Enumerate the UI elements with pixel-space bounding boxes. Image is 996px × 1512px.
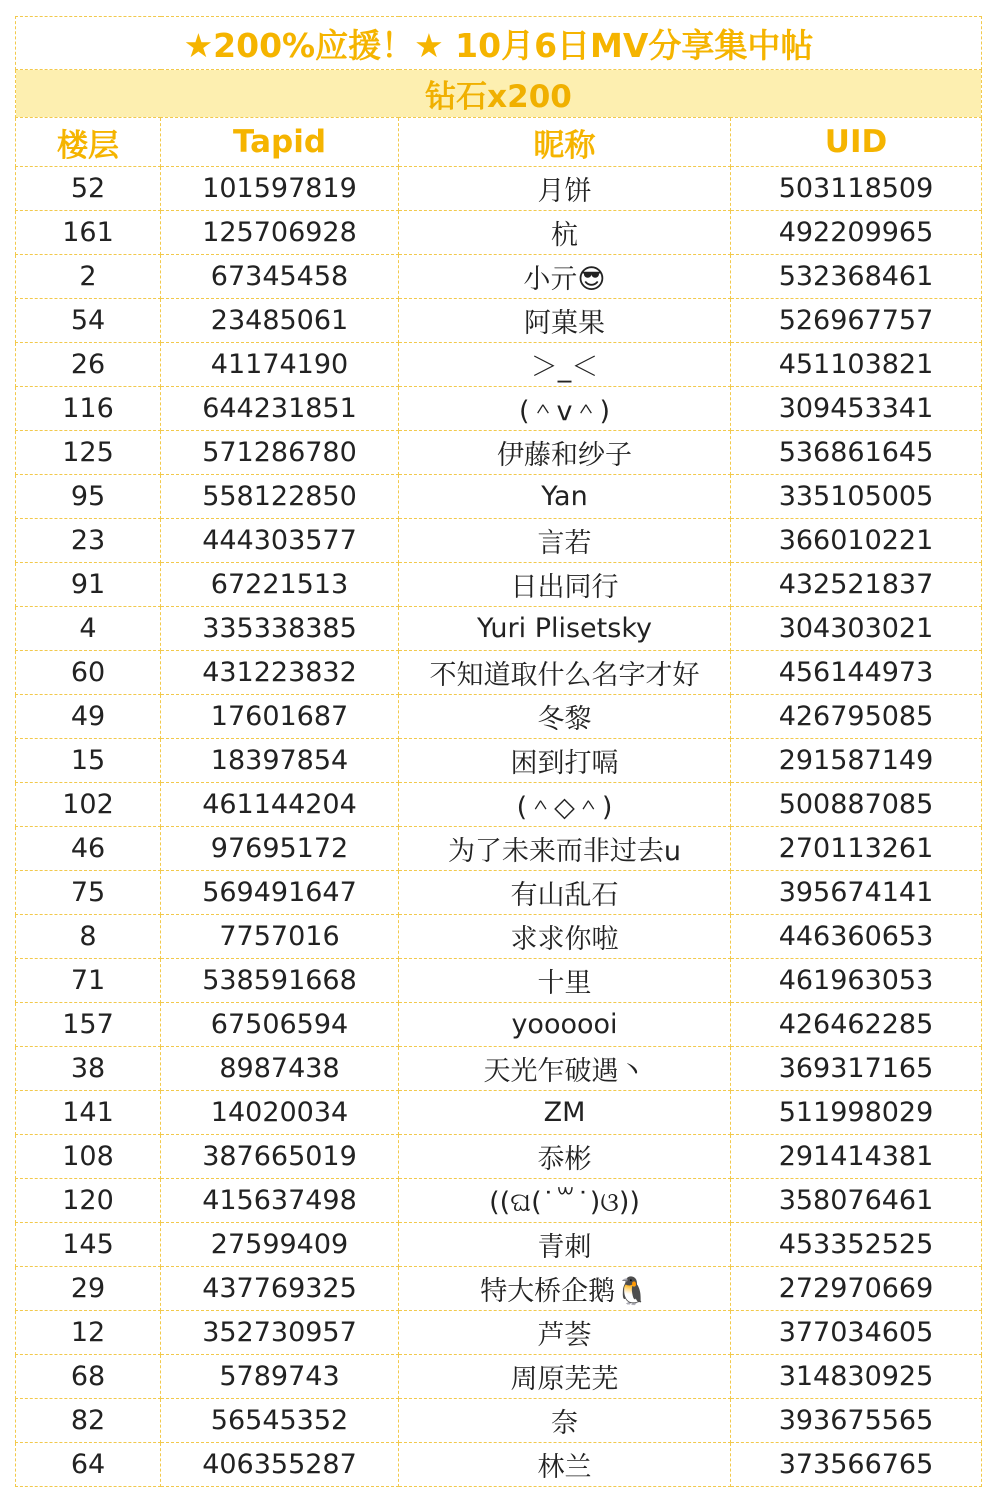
share-table [15, 16, 982, 1487]
uid-cell: 373566765 [731, 1443, 982, 1487]
nickname-cell: 十里 [399, 959, 731, 1003]
uid-cell: 446360653 [731, 915, 982, 959]
nickname-cell: yoooooi [399, 1003, 731, 1047]
floor-cell: 26 [16, 343, 161, 387]
uid-cell: 304303021 [731, 607, 982, 651]
tapid-cell: 18397854 [161, 739, 399, 783]
nickname-cell: 日出同行 [399, 563, 731, 607]
floor-cell: 71 [16, 959, 161, 1003]
nickname-cell: 忝彬 [399, 1135, 731, 1179]
table-row [16, 475, 982, 519]
floor-cell: 161 [16, 211, 161, 255]
table-row [16, 431, 982, 475]
tapid-cell: 125706928 [161, 211, 399, 255]
table-row [16, 1091, 982, 1135]
nickname-cell: 周原芜芜 [399, 1355, 731, 1399]
nickname-cell: 困到打嗝 [399, 739, 731, 783]
nickname-cell: Yuri Plisetsky [399, 607, 731, 651]
uid-cell: 395674141 [731, 871, 982, 915]
floor-cell: 116 [16, 387, 161, 431]
table-row [16, 783, 982, 827]
floor-cell: 60 [16, 651, 161, 695]
tapid-cell: 437769325 [161, 1267, 399, 1311]
nickname-cell: 特大桥企鹅🐧 [399, 1267, 731, 1311]
table-row [16, 211, 982, 255]
uid-cell: 358076461 [731, 1179, 982, 1223]
table-row [16, 1047, 982, 1091]
table-row [16, 343, 982, 387]
tapid-cell: 335338385 [161, 607, 399, 651]
uid-cell: 453352525 [731, 1223, 982, 1267]
nickname-cell: 小亓😎 [399, 255, 731, 299]
table-row [16, 1399, 982, 1443]
nickname-cell: 为了未来而非过去u [399, 827, 731, 871]
header-nickname: 昵称 [399, 118, 731, 167]
nickname-cell: 芦荟 [399, 1311, 731, 1355]
uid-cell: 461963053 [731, 959, 982, 1003]
tapid-cell: 67221513 [161, 563, 399, 607]
uid-cell: 511998029 [731, 1091, 982, 1135]
tapid-cell: 67345458 [161, 255, 399, 299]
nickname-cell: 冬黎 [399, 695, 731, 739]
table-row [16, 563, 982, 607]
header-uid: UID [731, 118, 982, 167]
tapid-cell: 644231851 [161, 387, 399, 431]
uid-cell: 536861645 [731, 431, 982, 475]
uid-cell: 451103821 [731, 343, 982, 387]
nickname-cell: 求求你啦 [399, 915, 731, 959]
uid-cell: 270113261 [731, 827, 982, 871]
floor-cell: 75 [16, 871, 161, 915]
table-row [16, 959, 982, 1003]
tapid-cell: 41174190 [161, 343, 399, 387]
uid-cell: 500887085 [731, 783, 982, 827]
floor-cell: 52 [16, 167, 161, 211]
tapid-cell: 569491647 [161, 871, 399, 915]
tapid-cell: 14020034 [161, 1091, 399, 1135]
floor-cell: 91 [16, 563, 161, 607]
tapid-cell: 67506594 [161, 1003, 399, 1047]
uid-cell: 503118509 [731, 167, 982, 211]
header-floor: 楼层 [16, 118, 161, 167]
nickname-cell: 林兰 [399, 1443, 731, 1487]
table-row [16, 299, 982, 343]
floor-cell: 68 [16, 1355, 161, 1399]
tapid-cell: 27599409 [161, 1223, 399, 1267]
floor-cell: 108 [16, 1135, 161, 1179]
uid-cell: 532368461 [731, 255, 982, 299]
nickname-cell: 奈 [399, 1399, 731, 1443]
table-row [16, 1003, 982, 1047]
floor-cell: 29 [16, 1267, 161, 1311]
table-row [16, 1267, 982, 1311]
uid-cell: 426462285 [731, 1003, 982, 1047]
tapid-cell: 352730957 [161, 1311, 399, 1355]
tapid-cell: 101597819 [161, 167, 399, 211]
floor-cell: 4 [16, 607, 161, 651]
nickname-cell: ＞_＜ [399, 343, 731, 387]
tapid-cell: 538591668 [161, 959, 399, 1003]
table-row [16, 1355, 982, 1399]
floor-cell: 49 [16, 695, 161, 739]
floor-cell: 125 [16, 431, 161, 475]
nickname-cell: 阿菓果 [399, 299, 731, 343]
uid-cell: 272970669 [731, 1267, 982, 1311]
floor-cell: 12 [16, 1311, 161, 1355]
header-tapid: Tapid [161, 118, 399, 167]
floor-cell: 145 [16, 1223, 161, 1267]
floor-cell: 95 [16, 475, 161, 519]
floor-cell: 82 [16, 1399, 161, 1443]
table-row [16, 695, 982, 739]
nickname-cell: 言若 [399, 519, 731, 563]
nickname-cell: 有山乱石 [399, 871, 731, 915]
floor-cell: 54 [16, 299, 161, 343]
nickname-cell: 月饼 [399, 167, 731, 211]
floor-cell: 157 [16, 1003, 161, 1047]
floor-cell: 141 [16, 1091, 161, 1135]
uid-cell: 526967757 [731, 299, 982, 343]
header-row [16, 118, 982, 167]
tapid-cell: 444303577 [161, 519, 399, 563]
tapid-cell: 56545352 [161, 1399, 399, 1443]
tapid-cell: 97695172 [161, 827, 399, 871]
tapid-cell: 8987438 [161, 1047, 399, 1091]
table-row [16, 1443, 982, 1487]
tapid-cell: 23485061 [161, 299, 399, 343]
nickname-cell: (＾v＾) [399, 387, 731, 431]
tapid-cell: 431223832 [161, 651, 399, 695]
nickname-cell: ((ଘ(˙꒳˙)ଓ)) [399, 1179, 731, 1223]
table-title: ★200%应援！★ 10月6日MV分享集中帖 [16, 17, 982, 70]
tapid-cell: 571286780 [161, 431, 399, 475]
nickname-cell: ZM [399, 1091, 731, 1135]
floor-cell: 120 [16, 1179, 161, 1223]
tapid-cell: 387665019 [161, 1135, 399, 1179]
floor-cell: 15 [16, 739, 161, 783]
tapid-cell: 406355287 [161, 1443, 399, 1487]
floor-cell: 2 [16, 255, 161, 299]
table-row [16, 651, 982, 695]
uid-cell: 492209965 [731, 211, 982, 255]
floor-cell: 102 [16, 783, 161, 827]
floor-cell: 46 [16, 827, 161, 871]
floor-cell: 64 [16, 1443, 161, 1487]
nickname-cell: Yan [399, 475, 731, 519]
table-row [16, 1223, 982, 1267]
tapid-cell: 461144204 [161, 783, 399, 827]
table-row [16, 519, 982, 563]
nickname-cell: 不知道取什么名字才好 [399, 651, 731, 695]
table-row [16, 827, 982, 871]
nickname-cell: 杭 [399, 211, 731, 255]
uid-cell: 432521837 [731, 563, 982, 607]
uid-cell: 426795085 [731, 695, 982, 739]
uid-cell: 366010221 [731, 519, 982, 563]
tapid-cell: 7757016 [161, 915, 399, 959]
tapid-cell: 558122850 [161, 475, 399, 519]
uid-cell: 291414381 [731, 1135, 982, 1179]
nickname-cell: 青刺 [399, 1223, 731, 1267]
table-row [16, 871, 982, 915]
table-row [16, 915, 982, 959]
tapid-cell: 17601687 [161, 695, 399, 739]
table-row [16, 739, 982, 783]
table-row [16, 167, 982, 211]
table-row [16, 255, 982, 299]
table-row [16, 387, 982, 431]
table-row [16, 1311, 982, 1355]
nickname-cell: 天光乍破遇丶 [399, 1047, 731, 1091]
nickname-cell: (＾◇＾) [399, 783, 731, 827]
uid-cell: 314830925 [731, 1355, 982, 1399]
uid-cell: 377034605 [731, 1311, 982, 1355]
table-row [16, 1179, 982, 1223]
uid-cell: 456144973 [731, 651, 982, 695]
tapid-cell: 415637498 [161, 1179, 399, 1223]
uid-cell: 309453341 [731, 387, 982, 431]
floor-cell: 38 [16, 1047, 161, 1091]
tapid-cell: 5789743 [161, 1355, 399, 1399]
floor-cell: 23 [16, 519, 161, 563]
table-row [16, 1135, 982, 1179]
uid-cell: 335105005 [731, 475, 982, 519]
uid-cell: 393675565 [731, 1399, 982, 1443]
floor-cell: 8 [16, 915, 161, 959]
uid-cell: 369317165 [731, 1047, 982, 1091]
uid-cell: 291587149 [731, 739, 982, 783]
nickname-cell: 伊藤和纱子 [399, 431, 731, 475]
table-row [16, 607, 982, 651]
reward-subtitle: 钻石x200 [16, 70, 982, 118]
